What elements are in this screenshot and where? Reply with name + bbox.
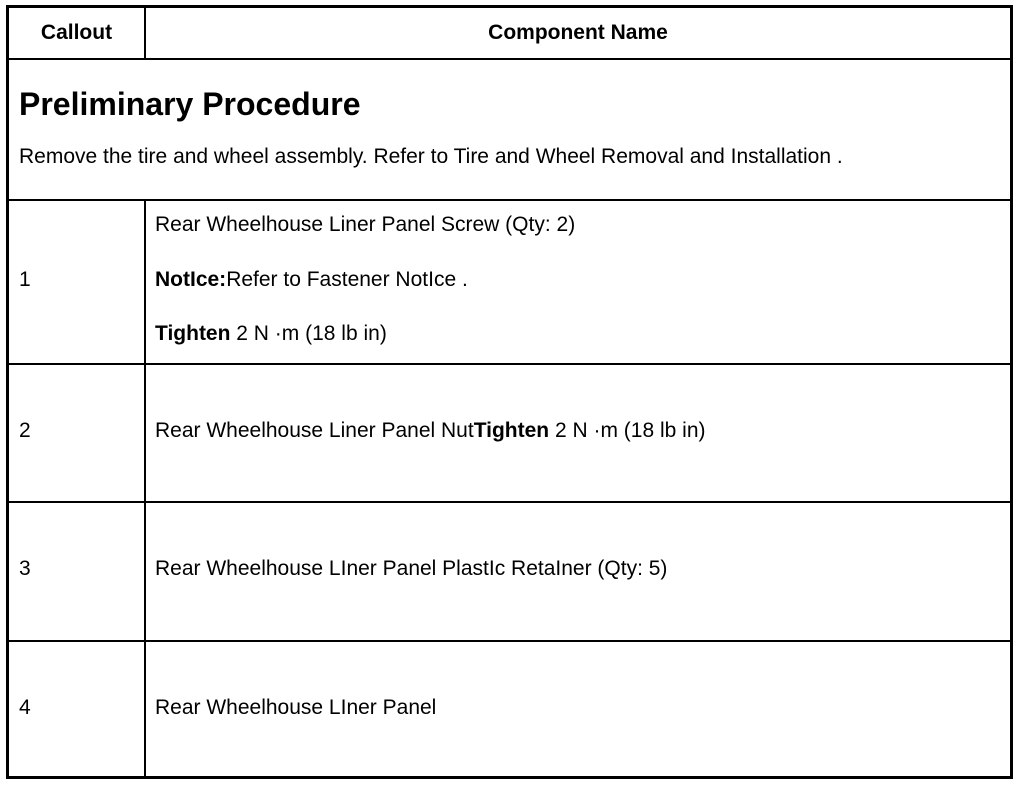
preliminary-divider: [9, 199, 1010, 201]
preliminary-procedure-title: Preliminary Procedure: [19, 86, 361, 122]
torque-spec: [155, 322, 387, 346]
notice-line: [155, 268, 468, 292]
component-name: Rear Wheelhouse LIner Panel PlastIc RetaIner (Qty: 5): [155, 557, 668, 580]
notice-label: NotIce:: [155, 268, 227, 291]
torque-value: 2 N ·m (18 lb in): [549, 419, 706, 442]
component-name-column-header: Component Name: [488, 21, 668, 44]
preliminary-procedure-text: Remove the tire and wheel assembly. Refer to Tire and Wheel Removal and Installation .: [19, 145, 843, 168]
body-column-divider: [144, 199, 146, 779]
row-divider: [9, 501, 1010, 503]
torque-value: 2 N ·m (18 lb in): [230, 322, 387, 345]
notice-text: Refer to Fastener NotIce .: [226, 268, 468, 291]
component-name: Rear Wheelhouse LIner Panel: [155, 696, 437, 719]
tighten-label: Tighten: [473, 419, 550, 442]
row-divider: [9, 363, 1010, 365]
callout-number: 1: [19, 268, 31, 291]
header-divider: [9, 58, 1010, 60]
callout-column-header: Callout: [40, 21, 113, 44]
component-name: Rear Wheelhouse Liner Panel Screw (Qty: 2): [155, 213, 576, 236]
component-table: [6, 5, 1013, 779]
callout-number: 2: [19, 419, 31, 442]
row-divider: [9, 640, 1010, 642]
component-name-line: [155, 419, 706, 443]
callout-number: 4: [19, 696, 31, 719]
callout-number: 3: [19, 557, 31, 580]
component-name: Rear Wheelhouse Liner Panel Nut: [155, 419, 474, 442]
tighten-label: Tighten: [155, 322, 231, 345]
